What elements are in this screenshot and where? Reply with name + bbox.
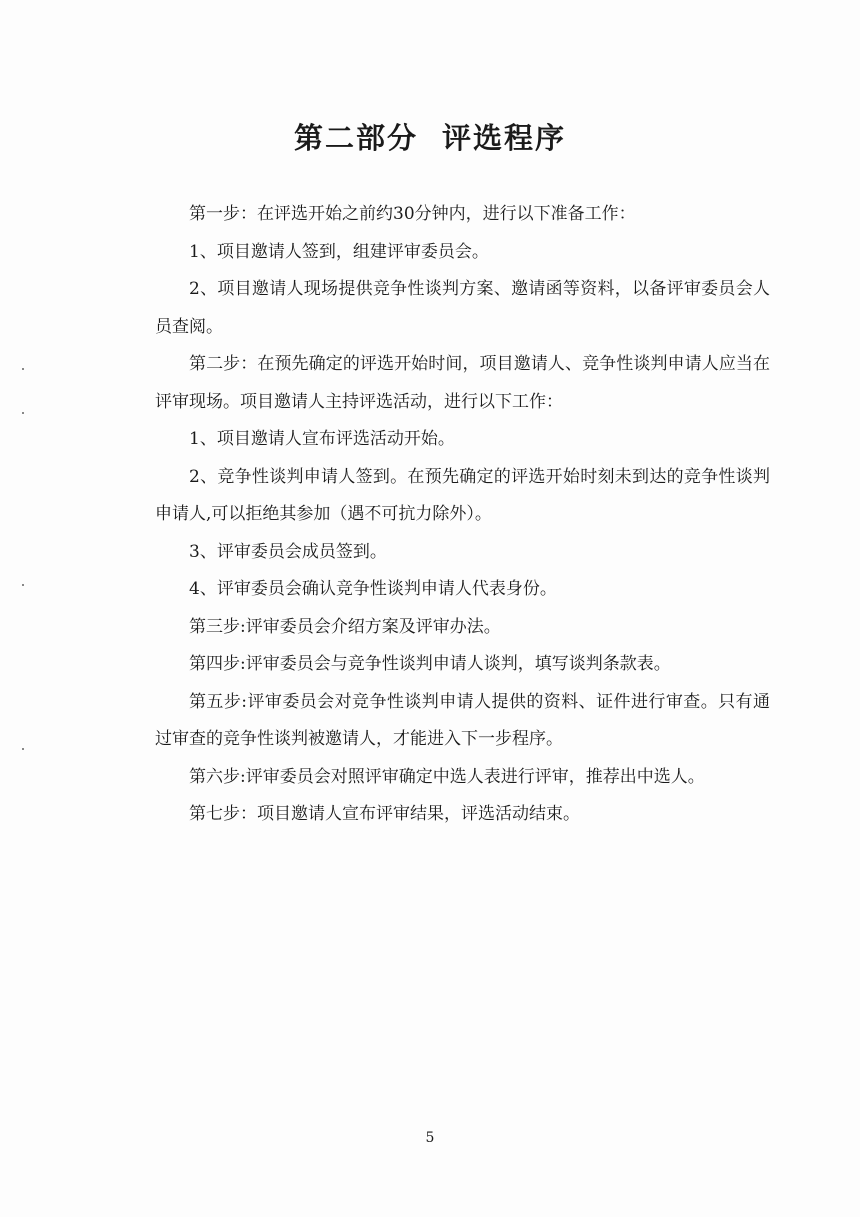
paragraph-step5: 第五步:评审委员会对竞争性谈判申请人提供的资料、证件进行审查。只有通过审查的竞争性谈判被邀请人，才能进入下一步程序。 <box>155 691 770 749</box>
paragraph-step1-item1: 1、项目邀请人签到，组建评审委员会。 <box>189 241 489 262</box>
paragraph-step6: 第六步:评审委员会对照评审确定中选人表进行评审，推荐出中选人。 <box>189 766 705 787</box>
title-part: 第二部分 <box>293 121 418 155</box>
scan-speck <box>22 584 24 586</box>
document-body <box>155 196 770 834</box>
title-name: 评选程序 <box>442 121 567 155</box>
scan-speck <box>22 368 24 370</box>
paragraph-step2-item3: 3、评审委员会成员签到。 <box>189 541 387 562</box>
paragraph-step3: 第三步:评审委员会介绍方案及评审办法。 <box>189 616 501 637</box>
scan-speck <box>22 748 24 750</box>
paragraph-step1-item2: 2、项目邀请人现场提供竞争性谈判方案、邀请函等资料，以备评审委员会人员查阅。 <box>155 279 770 337</box>
page-number: 5 <box>425 1130 435 1146</box>
paragraph-step1: 第一步：在评选开始之前约30分钟内，进行以下准备工作： <box>189 204 636 224</box>
paragraph-step7: 第七步：项目邀请人宣布评审结果，评选活动结束。 <box>189 804 580 824</box>
paragraph-step2-item1: 1、项目邀请人宣布评选活动开始。 <box>189 429 455 449</box>
paragraph-step4: 第四步:评审委员会与竞争性谈判申请人谈判，填写谈判条款表。 <box>189 654 671 674</box>
scan-speck <box>22 412 24 414</box>
paragraph-step2: 第二步：在预先确定的评选开始时间，项目邀请人、竞争性谈判申请人应当在评审现场。项目邀请人主持评选活动，进行以下工作： <box>155 354 770 412</box>
paragraph-step2-item2: 2、竞争性谈判申请人签到。在预先确定的评选开始时刻未到达的竞争性谈判申请人,可以拒绝其参加（遇不可抗力除外）。 <box>155 466 770 524</box>
paragraph-step2-item4: 4、评审委员会确认竞争性谈判申请人代表身份。 <box>189 579 557 599</box>
page-title <box>0 116 860 157</box>
